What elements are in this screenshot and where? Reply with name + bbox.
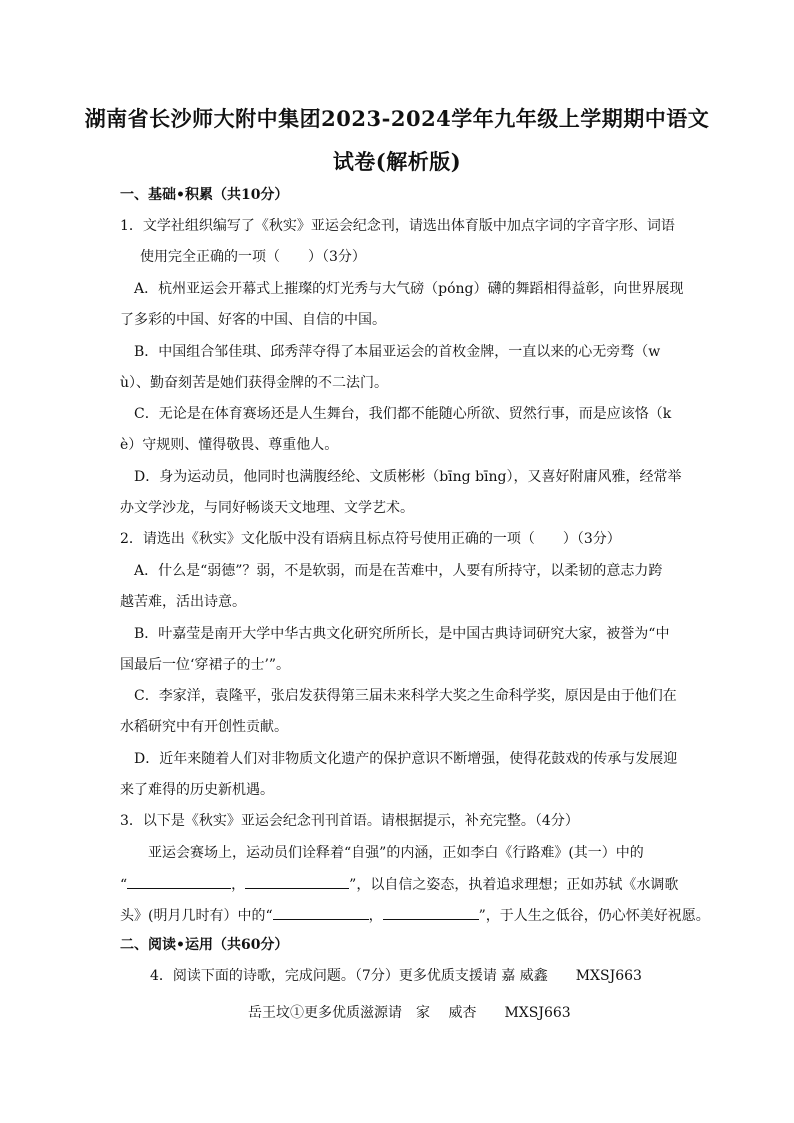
- q2-option-d-line1: D．近年来随着人们对非物质文化遗产的保护意识不断增强，使得花鼓戏的传承与发展迎: [134, 751, 678, 767]
- section-heading-2: 二、阅读•运用（共60分）: [120, 937, 289, 953]
- q2-option-b-line2: 国最后一位‘穿裙子的士’”。: [120, 657, 291, 673]
- q1-option-b-line1: B．中国组合邹佳琪、邱秀萍夺得了本届亚运会的首枚金牌，一直以来的心无旁骛（w: [134, 344, 661, 360]
- q3-blank-2[interactable]: [245, 874, 349, 889]
- q1-option-a-line2: 了多彩的中国、好客的中国、自信的中国。: [120, 312, 386, 328]
- q2-option-c-line2: 水稻研究中有开创性贡献。: [120, 719, 288, 735]
- q2-option-a-line2: 越苦难，活出诗意。: [120, 594, 246, 610]
- q3-line3-head: 头》(明月几时有）中的“: [120, 908, 273, 924]
- q1-stem-line2: 使用完全正确的一项（ ）（3分）: [140, 249, 366, 265]
- q4-stem: 4．阅读下面的诗歌，完成问题。（7分）更多优质支援请 嘉 威鑫 MXSJ663: [150, 968, 642, 984]
- q1-option-b-line2: ù）、勤奋刻苦是她们获得金牌的不二法门。: [120, 375, 389, 391]
- q3-paragraph-line3: [120, 905, 710, 926]
- q2-option-c-line1: C．李家洋，袁隆平，张启发获得第三届未来科学大奖之生命科学奖，原因是由于他们在: [134, 688, 677, 704]
- q3-blank-1[interactable]: [127, 874, 231, 889]
- q3-blank-4[interactable]: [383, 905, 479, 920]
- q2-option-b-line1: B．叶嘉莹是南开大学中华古典文化研究所所长，是中国古典诗词研究大家，被誉为“中: [134, 626, 670, 642]
- q1-option-d-line2: 办文学沙龙，与同好畅谈天文地理、文学艺术。: [120, 500, 414, 516]
- section-heading-1: 一、基础•积累（共10分）: [120, 187, 289, 203]
- q1-option-c-line2: è）守规则、懂得敬畏、尊重他人。: [120, 437, 339, 453]
- q4-poem-title: 岳王坟①更多优质滋源请 家 威杏 MXSJ663: [248, 1005, 571, 1021]
- q3-blank-3[interactable]: [273, 905, 369, 920]
- q3-comma-1: ，: [231, 877, 246, 893]
- q3-quote-open: “: [120, 877, 128, 893]
- q2-option-d-line2: 来了难得的历史新机遇。: [120, 782, 274, 798]
- q3-paragraph-line2-tail: ”，以自信之姿态，执着追求理想；正如苏轼《水调歌: [349, 877, 679, 893]
- q1-option-d-line1: D．身为运动员，他同时也满腹经纶、文质彬彬（bīng bīng），又喜好附庸风雅，经常举: [134, 469, 682, 485]
- q3-comma-2: ，: [368, 908, 383, 924]
- q3-paragraph-line1: 亚运会赛场上，运动员们诠释着“自强”的内涵，正如李白《行路难》(其一）中的: [148, 845, 644, 861]
- q3-stem: 3．以下是《秋实》亚运会纪念刊刊首语。请根据提示，补充完整。（4分）: [120, 813, 579, 829]
- q2-option-a-line1: A．什么是“弱德”？弱，不是软弱，而是在苦难中，人要有所持守，以柔韧的意志力跨: [134, 563, 663, 579]
- q1-option-c-line1: C．无论是在体育赛场还是人生舞台，我们都不能随心所欲、贸然行事，而是应该恪（k: [134, 406, 672, 422]
- q1-option-a-line1: A．杭州亚运会开幕式上摧璨的灯光秀与大气磅（póng）礴的舞蹈相得益彰，向世界展现: [134, 281, 684, 297]
- q3-paragraph-line2: [120, 874, 678, 895]
- q1-stem-line1: 1．文学社组织编写了《秋实》亚运会纪念刊，请选出体育版中加点字词的字音字形、词语: [120, 218, 675, 234]
- q2-stem: 2．请选出《秋实》文化版中没有语病且标点符号使用正确的一项（ ）（3分）: [120, 531, 621, 547]
- document-title-line1: 湖南省长沙师大附中集团2023-2024学年九年级上学期期中语文: [84, 106, 710, 131]
- document-title-line2: 试卷(解析版): [332, 149, 462, 174]
- q3-line3-tail: ”，于人生之低谷，仍心怀美好祝愿。: [478, 908, 710, 924]
